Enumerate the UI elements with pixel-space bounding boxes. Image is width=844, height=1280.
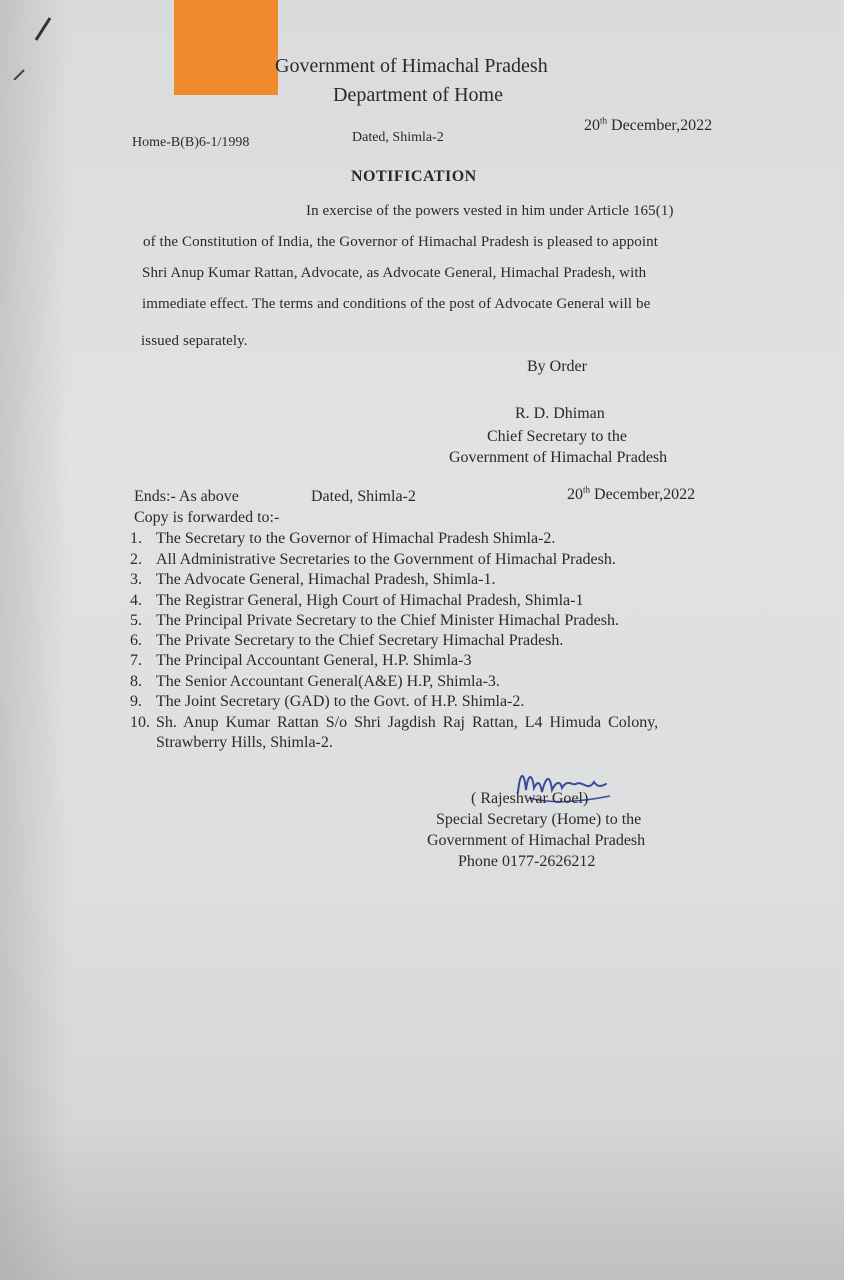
list-item (130, 652, 471, 670)
sender-phone: Phone 0177-2626212 (458, 853, 596, 870)
list-item-text: The Secretary to the Governor of Himachal Pradesh Shimla-2. (156, 530, 556, 547)
sender-designation-1: Special Secretary (Home) to the (436, 811, 642, 828)
endorsement-dated: Dated, Shimla-2 (311, 488, 416, 505)
header-government: Government of Himachal Pradesh (275, 55, 548, 77)
by-order: By Order (527, 358, 587, 375)
signatory-designation-1: Chief Secretary to the (487, 428, 627, 445)
body-line-2: of the Constitution of India, the Governor of Himachal Pradesh is pleased to appoint (143, 234, 658, 250)
list-item-number: 2. (130, 551, 142, 568)
signatory-designation-2: Government of Himachal Pradesh (449, 449, 668, 466)
list-item-text: The Principal Private Secretary to the Chief Minister Himachal Pradesh. (156, 612, 619, 629)
body-line-1: In exercise of the powers vested in him under Article 165(1) (306, 203, 674, 219)
list-item-number: 10. (130, 714, 150, 731)
sender-name: ( Rajeshwar Goel) (471, 790, 589, 807)
endorsement-date-day: 20 (567, 486, 583, 503)
page-shadow-left (0, 0, 70, 1280)
endorsement-date (567, 486, 695, 504)
list-item-number: 9. (130, 693, 142, 710)
list-item-number: 3. (130, 571, 142, 588)
endorsement-date-suffix: th (583, 484, 591, 495)
list-item (130, 734, 333, 752)
reference-dated: Dated, Shimla-2 (352, 130, 444, 145)
orange-sticky-note (174, 0, 278, 95)
page-shadow-bottom (0, 1120, 844, 1280)
list-item-text: The Registrar General, High Court of Himachal Pradesh, Shimla-1 (156, 592, 584, 609)
list-item (130, 592, 583, 610)
list-item-number: 5. (130, 612, 142, 629)
copy-forwarded-to: Copy is forwarded to:- (134, 509, 280, 526)
list-item-text: Sh. Anup Kumar Rattan S/o Shri Jagdish Raj Rattan, L4 Himuda Colony, (156, 714, 659, 731)
list-item (130, 571, 495, 589)
list-item-text: The Advocate General, Himachal Pradesh, Shimla-1. (156, 571, 496, 588)
signatory-name: R. D. Dhiman (515, 405, 605, 422)
pen-mark-icon (6, 10, 66, 80)
body-line-5: issued separately. (141, 333, 248, 349)
list-item-text: The Private Secretary to the Chief Secretary Himachal Pradesh. (156, 632, 564, 649)
endorsement-ends: Ends:- As above (134, 488, 239, 505)
list-item-number: 4. (130, 592, 142, 609)
list-item-text: The Joint Secretary (GAD) to the Govt. of H.P. Shimla-2. (156, 693, 525, 710)
reference-date-day: 20 (584, 117, 600, 134)
list-item-text: The Senior Accountant General(A&E) H.P, Shimla-3. (156, 673, 500, 690)
list-item-text: Strawberry Hills, Shimla-2. (156, 734, 333, 751)
list-item (130, 673, 500, 691)
sender-designation-2: Government of Himachal Pradesh (427, 832, 646, 849)
body-line-4: immediate effect. The terms and conditions of the post of Advocate General will be (142, 296, 651, 312)
reference-date-suffix: th (600, 115, 608, 126)
list-item (130, 612, 619, 630)
list-item (130, 714, 658, 732)
notification-title: NOTIFICATION (351, 168, 477, 185)
list-item (130, 693, 524, 711)
list-item-number: 7. (130, 652, 142, 669)
list-item (130, 632, 563, 650)
reference-date (584, 117, 712, 135)
reference-number: Home-B(B)6-1/1998 (132, 135, 250, 150)
list-item-number: 8. (130, 673, 142, 690)
header-department: Department of Home (333, 84, 503, 106)
list-item-text: The Principal Accountant General, H.P. Shimla-3 (156, 652, 472, 669)
list-item-number: 1. (130, 530, 142, 547)
body-line-3: Shri Anup Kumar Rattan, Advocate, as Advocate General, Himachal Pradesh, with (142, 265, 647, 281)
list-item (130, 530, 555, 548)
reference-date-rest: December,2022 (607, 117, 713, 134)
list-item-number: 6. (130, 632, 142, 649)
list-item-text: All Administrative Secretaries to the Government of Himachal Pradesh. (156, 551, 616, 568)
list-item (130, 551, 616, 569)
endorsement-date-rest: December,2022 (590, 486, 696, 503)
